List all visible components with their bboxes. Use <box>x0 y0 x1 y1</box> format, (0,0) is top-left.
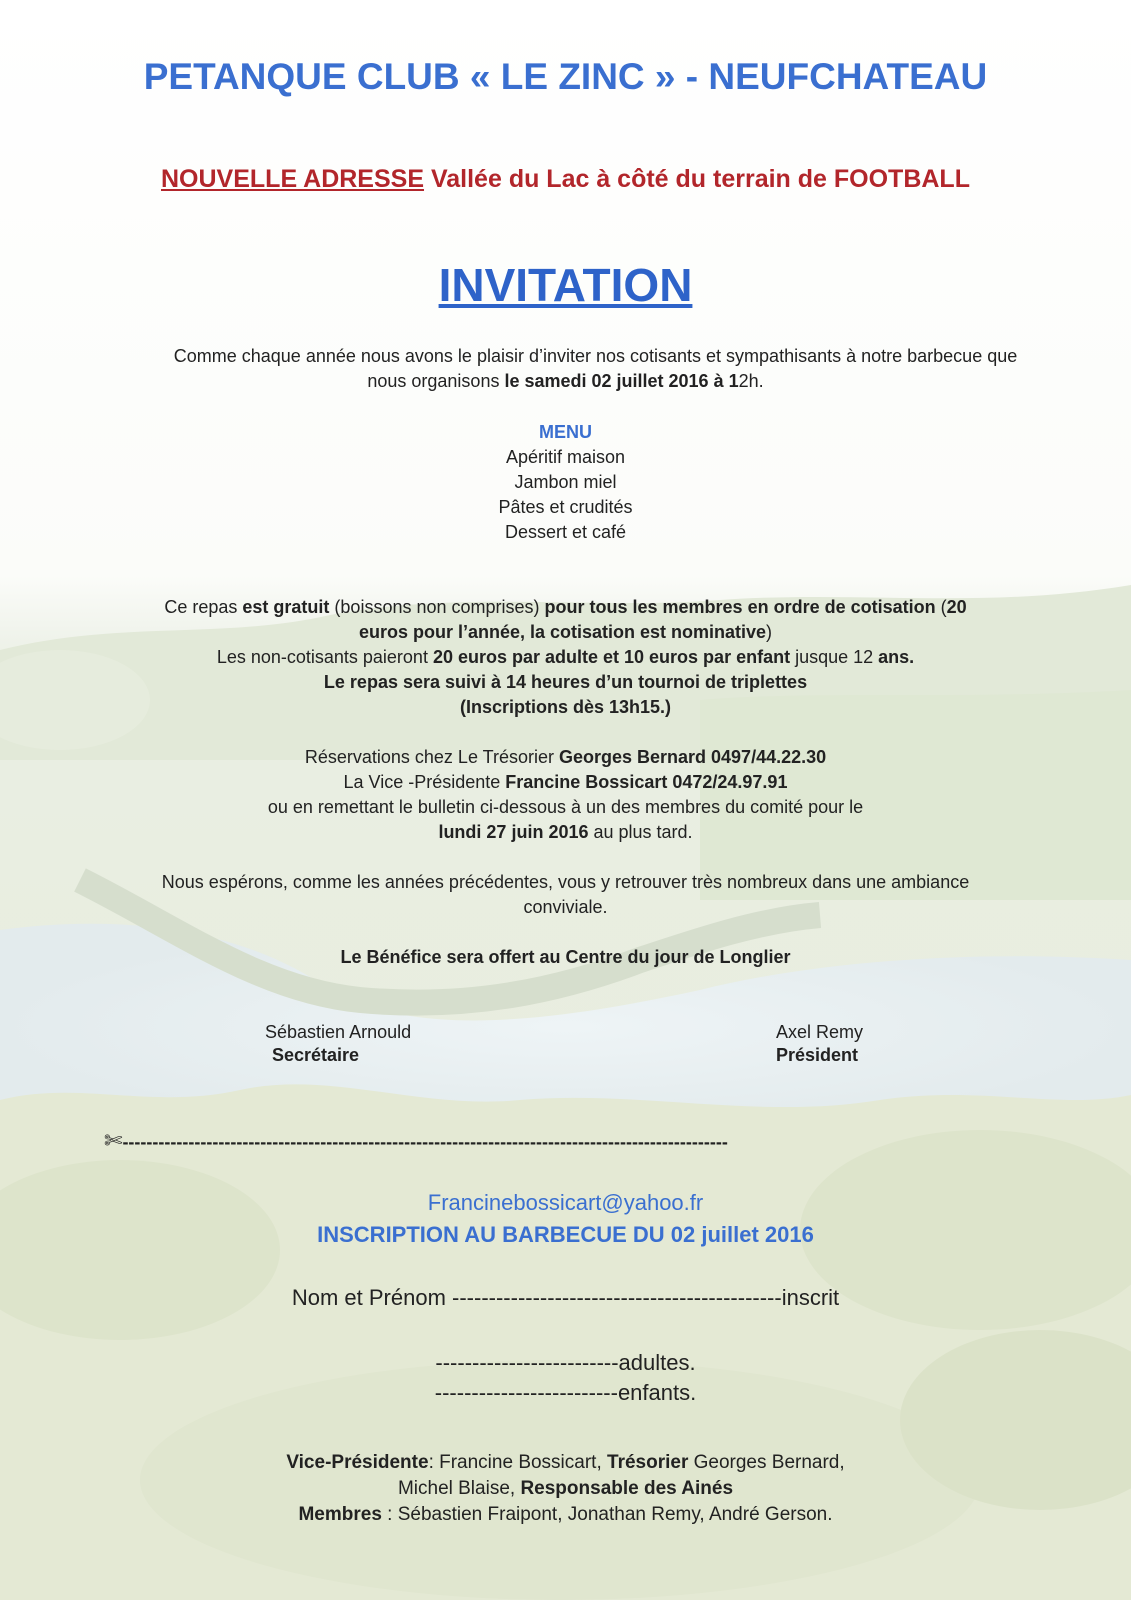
secretary-name: Sébastien Arnould <box>265 1022 412 1042</box>
deadline-date: lundi 27 juin 2016 <box>438 822 589 842</box>
text: Réservations chez Le Trésorier <box>304 747 559 767</box>
reservation-treasurer <box>0 747 1131 768</box>
scissors-icon: ✄ <box>104 1128 123 1153</box>
treasurer-contact: Georges Bernard 0497/44.22.30 <box>558 747 827 767</box>
club-title: PETANQUE CLUB « LE ZINC » - NEUFCHATEAU <box>143 56 988 97</box>
committee-line-1 <box>0 1452 1131 1474</box>
new-address-line <box>0 165 1131 194</box>
reservation-bulletin: ou en remettant le bulletin ci-dessous à un des membres du comité pour le <box>267 797 864 817</box>
name-label: Nom et Prénom <box>291 1285 453 1310</box>
intro-line-2 <box>0 371 1131 392</box>
president-role: Président <box>776 1045 859 1065</box>
conditions-line-2 <box>0 622 1131 643</box>
text: Ce repas <box>164 597 243 617</box>
text: La Vice -Présidente <box>343 772 506 792</box>
text: pour tous les membres en ordre de cotisation <box>544 597 936 617</box>
menu-item: Jambon miel <box>514 472 617 492</box>
cut-dashes: ----------------------------------------------------------------------------------------------------- <box>122 1132 728 1152</box>
conditions-line-1 <box>0 597 1131 618</box>
invitation-title: INVITATION <box>438 259 693 311</box>
text: Trésorier <box>607 1452 689 1473</box>
closing-line-1: Nous espérons, comme les années précédentes, vous y retrouver très nombreux dans une ambiance <box>161 872 970 892</box>
text: : Francine Bossicart, <box>428 1452 608 1473</box>
text: ans. <box>878 647 915 667</box>
text: Responsable des Ainés <box>520 1478 734 1499</box>
president-name: Axel Remy <box>776 1022 864 1042</box>
text: : Sébastien Fraipont, Jonathan Remy, André Gerson. <box>381 1504 833 1525</box>
tournament-line: Le repas sera suivi à 14 heures d’un tournoi de triplettes <box>323 672 808 692</box>
benefit-line: Le Bénéfice sera offert au Centre du jour de Longlier <box>340 947 791 967</box>
committee-line-3 <box>0 1504 1131 1526</box>
name-suffix: inscrit <box>781 1285 840 1310</box>
registration-title: INSCRIPTION AU BARBECUE DU 02 juillet 2016 <box>317 1222 814 1247</box>
committee-line-2 <box>0 1478 1131 1500</box>
new-address-text: Vallée du Lac à côté du terrain de FOOTBALL <box>430 165 970 193</box>
text: Membres <box>298 1504 382 1525</box>
cut-line <box>104 1128 984 1154</box>
prices: 20 euros par adulte et 10 euros par enfant <box>432 647 791 667</box>
menu-title: MENU <box>539 422 592 442</box>
text: Michel Blaise, <box>397 1478 521 1499</box>
text: au plus tard. <box>588 822 693 842</box>
adults-label: adultes. <box>618 1350 696 1375</box>
text: Georges Bernard, <box>688 1452 845 1473</box>
children-label: enfants. <box>617 1380 697 1405</box>
closing-line-2: conviviale. <box>523 897 608 917</box>
text: est gratuit <box>242 597 330 617</box>
name-field-dashes: --------------------------------------------- <box>452 1285 782 1310</box>
reservation-deadline <box>0 822 1131 843</box>
event-date: le samedi 02 juillet 2016 à 1 <box>504 371 739 391</box>
reservation-vice-president <box>0 772 1131 793</box>
new-address-label: NOUVELLE ADRESSE <box>161 165 425 193</box>
intro-line-2-post: 2h. <box>738 371 764 391</box>
form-name-line <box>0 1285 1131 1311</box>
registration-time: (Inscriptions dès 13h15.) <box>459 697 672 717</box>
form-children-line <box>0 1380 1131 1406</box>
text: Les non-cotisants paieront <box>216 647 433 667</box>
vice-president-contact: Francine Bossicart 0472/24.97.91 <box>505 772 788 792</box>
text: 20 <box>946 597 967 617</box>
intro-line-1: Comme chaque année nous avons le plaisir d’inviter nos cotisants et sympathisants à notre barbecue que <box>173 346 1018 366</box>
contact-email: Francinebossicart@yahoo.fr <box>427 1190 704 1215</box>
form-adults-line <box>0 1350 1131 1376</box>
text: Vice-Présidente <box>286 1452 429 1473</box>
menu-item: Pâtes et crudités <box>498 497 633 517</box>
text: (boissons non comprises) <box>329 597 545 617</box>
children-field-dashes: ------------------------- <box>434 1380 618 1405</box>
adults-field-dashes: ------------------------- <box>435 1350 619 1375</box>
conditions-line-3 <box>0 647 1131 668</box>
text: jusque 12 <box>790 647 879 667</box>
menu-item: Apéritif maison <box>505 447 626 467</box>
text: ( <box>935 597 947 617</box>
secretary-role: Secrétaire <box>272 1045 360 1065</box>
text: ) <box>766 622 773 642</box>
intro-line-2-pre: nous organisons <box>367 371 505 391</box>
signature-left <box>265 1022 411 1066</box>
text: euros pour l’année, la cotisation est nominative <box>358 622 767 642</box>
signature-right <box>776 1022 863 1066</box>
menu-item: Dessert et café <box>504 522 627 542</box>
